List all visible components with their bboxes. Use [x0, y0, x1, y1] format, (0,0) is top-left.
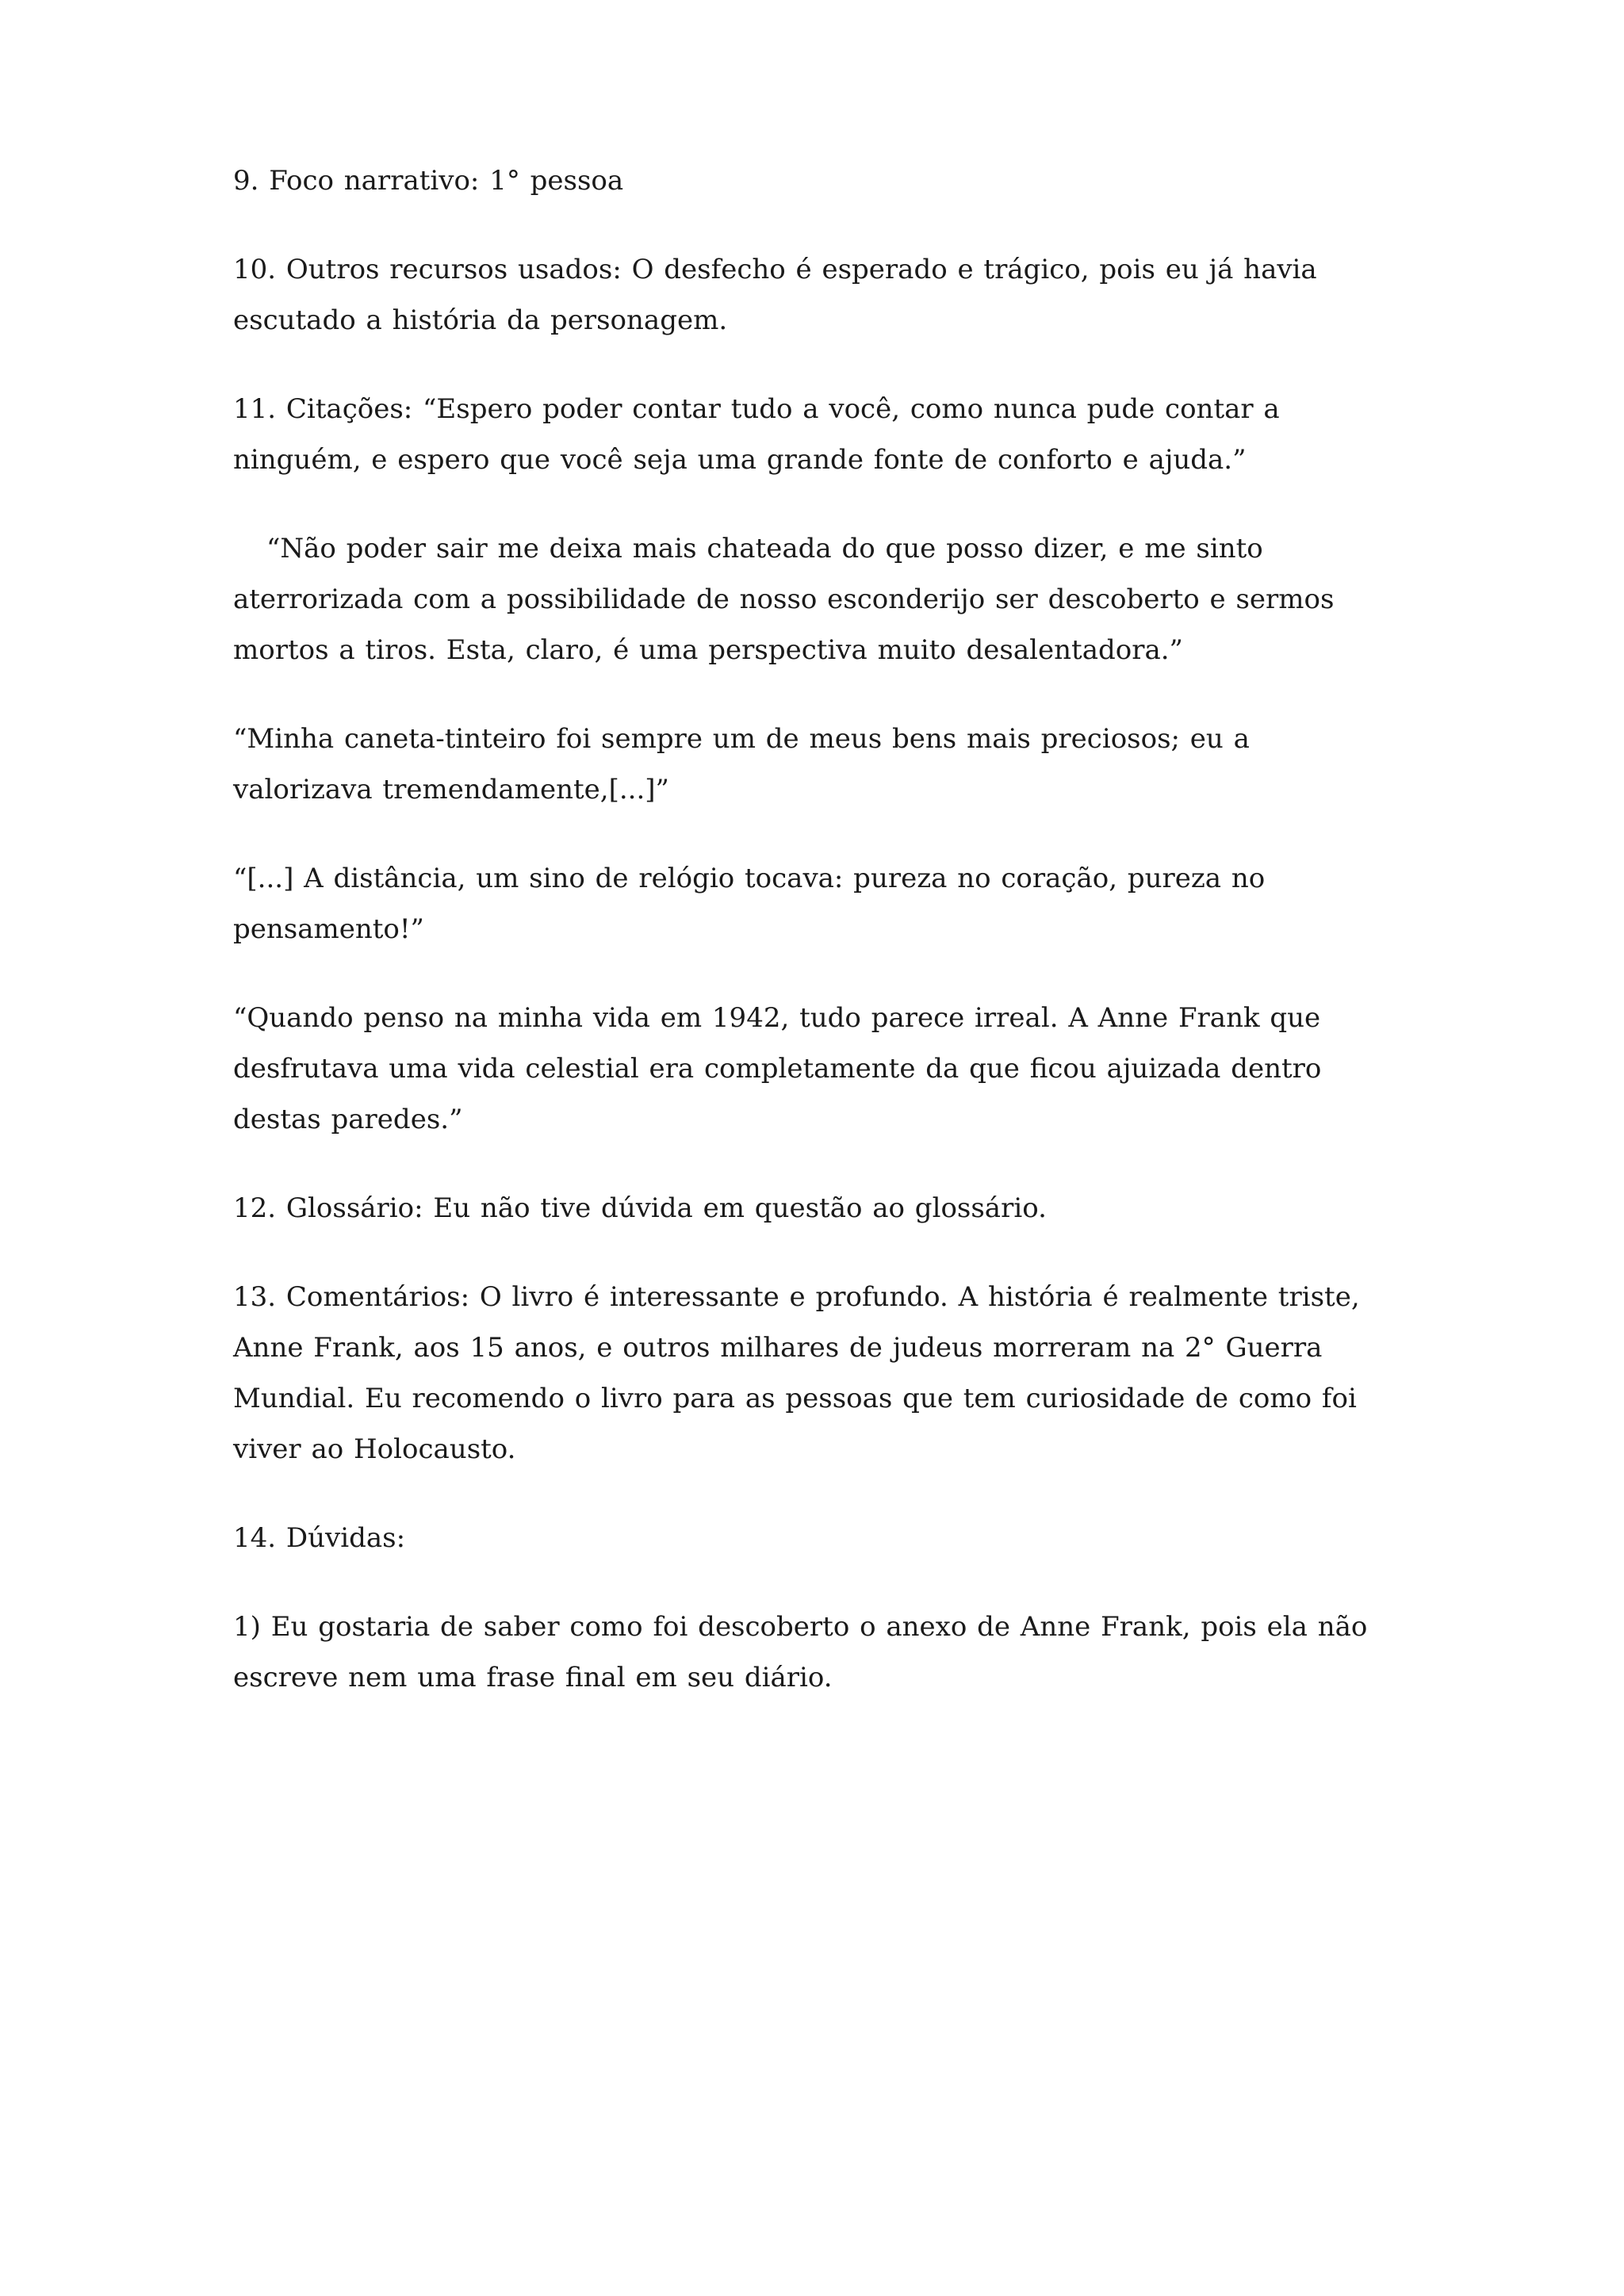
paragraph-citacoes: 11. Citações: “Espero poder contar tudo a você, como nunca pude contar a ninguém, e espero que você seja uma grande fonte de conforto e ajuda.” — [233, 393, 1280, 476]
paragraph-foco-narrativo: 9. Foco narrativo: 1° pessoa — [233, 165, 624, 197]
paragraph-citacao-5: “Quando penso na minha vida em 1942, tudo parece irreal. A Anne Frank que desfrutava uma vida celestial era completamente da que ficou ajuizada dentro destas paredes.” — [233, 1002, 1322, 1135]
paragraph-duvidas-heading: 14. Dúvidas: — [233, 1522, 406, 1554]
paragraph-duvida-1: 1) Eu gostaria de saber como foi descoberto o anexo de Anne Frank, pois ela não escreve nem uma frase final em seu diário. — [233, 1611, 1368, 1693]
paragraph-citacao-3: “Minha caneta-tinteiro foi sempre um de meus bens mais preciosos; eu a valorizava tremendamente,[...]” — [233, 723, 1250, 806]
paragraph-glossario: 12. Glossário: Eu não tive dúvida em questão ao glossário. — [233, 1192, 1047, 1224]
paragraph-comentarios: 13. Comentários: O livro é interessante e profundo. A história é realmente triste, Anne Frank, aos 15 anos, e outros milhares de judeus morreram na 2° Guerra Mundial. Eu recomendo o livro para as pessoas que tem curiosidade de como foi viver ao Holocausto. — [233, 1281, 1360, 1465]
paragraph-citacao-4: “[...] A distância, um sino de relógio tocava: pureza no coração, pureza no pensamento!” — [233, 863, 1266, 945]
paragraph-citacao-2: “Não poder sair me deixa mais chateada do que posso dizer, e me sinto aterrorizada com a possibilidade de nosso esconderijo ser descoberto e sermos mortos a tiros. Esta, claro, é uma perspectiva muito desalentadora.” — [233, 533, 1335, 666]
paragraph-outros-recursos: 10. Outros recursos usados: O desfecho é esperado e trágico, pois eu já havia escutado a história da personagem. — [233, 254, 1317, 336]
document-body — [233, 155, 1391, 1741]
